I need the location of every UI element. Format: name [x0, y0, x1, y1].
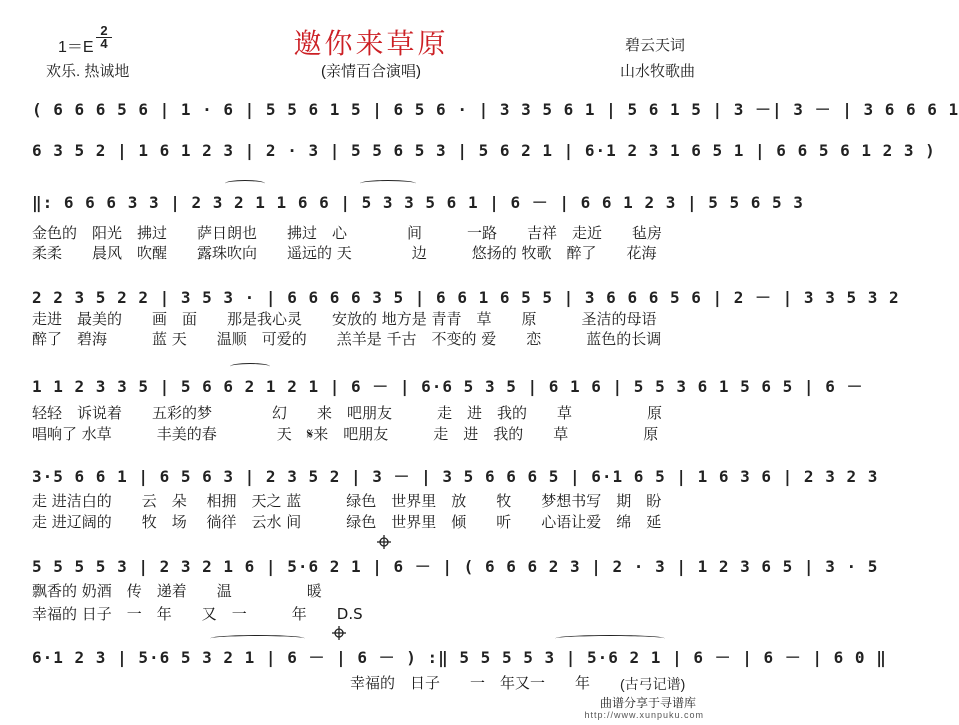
coda-icon — [377, 535, 391, 549]
score-line-7 — [32, 554, 879, 578]
song-subtitle: (亲情百合演唱) — [321, 63, 421, 80]
score-notes: 5 5 5 5 3 | 2 3 2 1 6 | 5·6 2 1 | 6 － | ( 6 6 6 2 3 | 2 · 3 | 1 2 3 6 5 | 3 · 5 — [32, 557, 879, 576]
key-signature: 1＝E — [58, 39, 94, 56]
score-notes: ( 6 6 6 5 6 | 1 · 6 | 5 5 6 1 5 | 6 5 6 · | 3 3 5 6 1 | 5 6 1 5 | 3 －| 3 － | 3 6 6 6 1 — [32, 100, 959, 119]
time-signature — [96, 25, 112, 50]
slur — [555, 635, 665, 642]
coda-icon — [332, 626, 346, 640]
lyric-line: 飘香的 奶酒 传 递着 温 暖 — [32, 582, 322, 600]
score-notes: 2 2 3 5 2 2 | 3 5 3 · | 6 6 6 6 3 5 | 6 6 1 6 5 5 | 3 6 6 6 5 6 | 2 － | 3 3 5 3 2 — [32, 288, 900, 307]
score-notes: 3·5 6 6 1 | 6 5 6 3 | 2 3 5 2 | 3 － | 3 5 6 6 6 5 | 6·1 6 5 | 1 6 3 6 | 2 3 2 3 — [32, 467, 879, 486]
lyric-line: 走 进洁白的 云 朵 相拥 天之 蓝 绿色 世界里 放 牧 梦想书写 期 盼 — [32, 492, 662, 510]
composer: 山水牧歌曲 — [620, 63, 696, 80]
score-line-6 — [32, 464, 879, 488]
slur — [225, 180, 265, 187]
lyric-line: 幸福的 日子 一 年 又 一 年 D.S — [32, 605, 363, 623]
lyric-line: 醉了 碧海 蓝 天 温顺 可爱的 羔羊是 千古 不变的 爱 恋 蓝色的长调 — [32, 330, 662, 348]
score-line-1 — [32, 97, 959, 121]
score-notes: 6·1 2 3 | 5·6 5 3 2 1 | 6 － | 6 － ) :‖ 5 5 5 5 3 | 5·6 2 1 | 6 － | 6 － | 6 0 ‖ — [32, 648, 887, 667]
score-notes: 1 1 2 3 3 5 | 5 6 6 2 1 2 1 | 6 － | 6·6 5 3 5 | 6 1 6 | 5 5 3 6 1 5 6 5 | 6 － — [32, 377, 864, 396]
score-line-8 — [32, 645, 887, 669]
lyric-line: 唱响了 水草 丰美的春 天 𝄋来 吧朋友 走 进 我的 草 原 — [32, 425, 659, 443]
lyric-line: 幸福的 日子 一 年又一 年 — [350, 674, 591, 692]
lyric-line: 轻轻 诉说着 五彩的梦 幻 来 吧朋友 走 进 我的 草 原 — [32, 404, 663, 422]
score-line-4 — [32, 285, 900, 309]
lyricist: 碧云天词 — [625, 37, 686, 54]
time-denominator: 4 — [96, 37, 112, 50]
score-line-5 — [32, 374, 864, 398]
lyric-line: 走进 最美的 画 面 那是我心灵 安放的 地方是 青青 草 原 圣洁的母语 — [32, 310, 657, 328]
transcriber-credit: (古弓记谱) — [620, 676, 686, 692]
time-numerator: 2 — [100, 23, 108, 38]
lyric-line: 走 进辽阔的 牧 场 徜徉 云水 间 绿色 世界里 倾 听 心语让爱 绵 延 — [32, 513, 662, 531]
slur — [360, 180, 416, 187]
score-notes: 6 3 5 2 | 1 6 1 2 3 | 2 · 3 | 5 5 6 5 3 | 5 6 2 1 | 6·1 2 3 1 6 5 1 | 6 6 5 6 1 2 3 ) — [32, 141, 936, 160]
score-notes: ‖: 6 6 6 3 3 | 2 3 2 1 1 6 6 | 5 3 3 5 6 1 | 6 － | 6 6 1 2 3 | 5 5 6 5 3 — [32, 193, 804, 212]
expression-mark: 欢乐. 热诚地 — [46, 63, 130, 80]
source-url[interactable]: http://www.xunpuku.com — [584, 710, 704, 720]
slur — [210, 635, 305, 642]
song-title: 邀你来草原 — [293, 27, 449, 60]
lyric-line: 柔柔 晨风 吹醒 露珠吹向 遥远的 天 边 悠扬的 牧歌 醉了 花海 — [32, 244, 657, 262]
lyric-line: 金色的 阳光 拂过 萨日朗也 拂过 心 间 一路 吉祥 走近 毡房 — [32, 224, 663, 242]
slur — [230, 363, 270, 370]
score-line-3 — [32, 190, 804, 214]
score-line-2 — [32, 141, 936, 165]
source-label: 曲谱分享于寻谱库 — [599, 696, 696, 710]
